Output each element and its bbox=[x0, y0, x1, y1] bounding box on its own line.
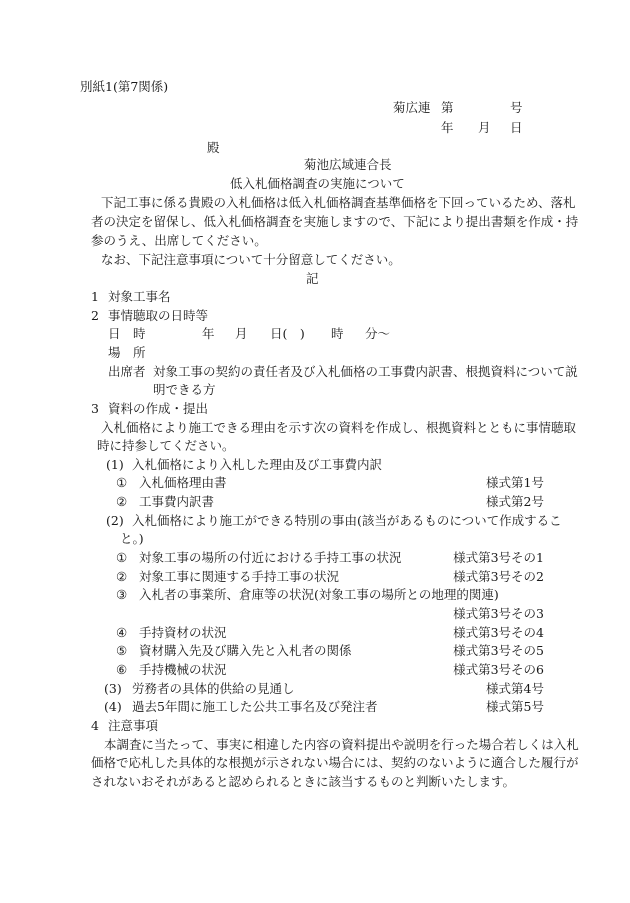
datetime-label: 日 時 bbox=[108, 326, 146, 341]
issuer-code: 菊広連 bbox=[393, 100, 431, 115]
attachment-label: 別紙1(第7関係) bbox=[80, 79, 169, 94]
note-line: なお、下記注意事項について十分留意してください。 bbox=[101, 252, 401, 267]
section-4-text-3: されないおそれがあると認められるときに該当するものと判断いたします。 bbox=[91, 774, 516, 789]
datetime-hour: 時 bbox=[331, 326, 344, 341]
ki-marker: 記 bbox=[306, 271, 319, 286]
sub2-item-num: ① bbox=[116, 550, 128, 565]
sub4-form: 様式第5号 bbox=[486, 699, 544, 714]
sub2-item-num: ④ bbox=[116, 625, 128, 640]
sub2-item-num: ⑤ bbox=[116, 643, 128, 658]
sub4-label: (4) bbox=[104, 699, 122, 714]
sub3-form: 様式第4号 bbox=[486, 681, 544, 696]
sub4-text: 過去5年間に施工した公共工事名及び発注者 bbox=[132, 699, 378, 714]
section-3-intro-2: 時に持参してください。 bbox=[97, 438, 235, 453]
section-3-title: 資料の作成・提出 bbox=[108, 401, 209, 416]
sub2-title-2: と。) bbox=[120, 531, 144, 546]
section-2-title: 事情聴取の日時等 bbox=[108, 308, 209, 323]
attendee-label: 出席者 bbox=[108, 364, 146, 379]
sub2-item-num: ③ bbox=[116, 587, 128, 602]
datetime-month: 月 bbox=[235, 326, 248, 341]
section-4-number: 4 bbox=[91, 718, 99, 733]
attendee-text-1: 対象工事の契約の責任者及び入札価格の工事費内訳書、根拠資料について説 bbox=[153, 364, 578, 379]
sub1-label: (1) bbox=[106, 457, 124, 472]
sub2-item-form: 様式第3号その5 bbox=[453, 643, 544, 658]
sub2-item-text: 対象工事の場所の付近における手持工事の状況 bbox=[139, 550, 402, 565]
sub2-item-num: ⑥ bbox=[116, 662, 128, 677]
sub1-item-num: ① bbox=[116, 475, 128, 490]
attendee-text-2: 明できる方 bbox=[153, 382, 216, 397]
sub3-label: (3) bbox=[104, 681, 122, 696]
sub2-item-text: 入札者の事業所、倉庫等の状況(対象工事の場所との地理的関連) bbox=[139, 587, 499, 602]
section-3-number: 3 bbox=[91, 401, 99, 416]
intro-line-1: 下記工事に係る貴殿の入札価格は低入札価格調査基準価格を下回っているため、落札 bbox=[101, 195, 576, 210]
place-label: 場 所 bbox=[108, 345, 146, 360]
section-4-text-2: 価格で応札した具体的な根拠が示されない場合には、契約のないように適合した履行が bbox=[91, 755, 579, 770]
date-month: 月 bbox=[478, 120, 491, 135]
sub2-label: (2) bbox=[106, 513, 124, 528]
sub2-item-text: 手持資材の状況 bbox=[139, 625, 227, 640]
section-1-title: 対象工事名 bbox=[108, 289, 171, 304]
sub1-title: 入札価格により入札した理由及び工事費内訳 bbox=[132, 457, 383, 472]
date-day: 日 bbox=[510, 120, 523, 135]
datetime-minute: 分～ bbox=[365, 326, 391, 341]
sub3-text: 労務者の具体的供給の見通し bbox=[132, 681, 295, 696]
sub2-item-text: 資材購入先及び購入先と入札者の関係 bbox=[139, 643, 352, 658]
datetime-day: 日( ) bbox=[270, 326, 305, 341]
datetime-year: 年 bbox=[202, 326, 215, 341]
intro-line-2: 者の決定を留保し、低入札価格調査を実施しますので、下記により提出書類を作成・持 bbox=[91, 214, 579, 229]
addressee: 殿 bbox=[207, 140, 220, 155]
date-year: 年 bbox=[441, 120, 454, 135]
sub2-item-num: ② bbox=[116, 569, 128, 584]
sub2-item-form: 様式第3号その1 bbox=[453, 550, 544, 565]
section-4-text-1: 本調査に当たって、事実に相違した内容の資料提出や説明を行った場合若しくは入札 bbox=[104, 737, 579, 752]
sub2-item-form: 様式第3号その4 bbox=[453, 625, 544, 640]
intro-line-3: 参のうえ、出席してください。 bbox=[91, 233, 267, 248]
doc-number-suffix: 号 bbox=[510, 100, 523, 115]
section-4-title: 注意事項 bbox=[108, 718, 159, 733]
sub2-item-form: 様式第3号その2 bbox=[453, 569, 544, 584]
sub2-title-1: 入札価格により施工ができる特別の事由(該当があるものについて作成するこ bbox=[132, 513, 562, 528]
section-2-number: 2 bbox=[91, 308, 99, 323]
sender: 菊池広域連合長 bbox=[304, 157, 392, 172]
section-3-intro-1: 入札価格により施工できる理由を示す次の資料を作成し、根拠資料とともに事情聴取 bbox=[101, 420, 577, 435]
sub1-item-text: 入札価格理由書 bbox=[139, 475, 227, 490]
sub2-item-text: 対象工事に関連する手持工事の状況 bbox=[139, 569, 340, 584]
sub1-item-form: 様式第1号 bbox=[486, 475, 544, 490]
doc-number-prefix: 第 bbox=[441, 100, 454, 115]
sub2-item-form: 様式第3号その6 bbox=[453, 662, 544, 677]
sub1-item-text: 工事費内訳書 bbox=[139, 494, 215, 509]
sub2-item-text: 手持機械の状況 bbox=[139, 662, 227, 677]
section-1-number: 1 bbox=[91, 289, 99, 304]
page-title: 低入札価格調査の実施について bbox=[230, 176, 405, 191]
sub1-item-form: 様式第2号 bbox=[486, 494, 544, 509]
sub2-item-form: 様式第3号その3 bbox=[453, 606, 544, 621]
sub1-item-num: ② bbox=[116, 494, 128, 509]
